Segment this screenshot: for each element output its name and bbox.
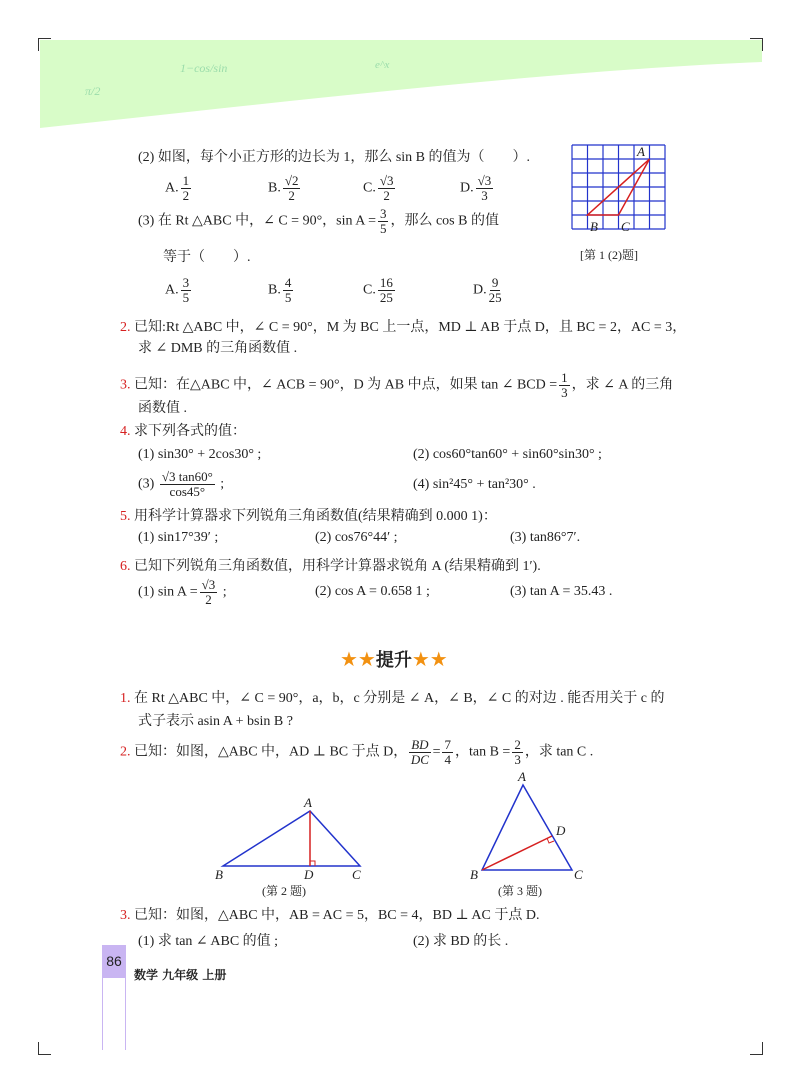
fig2-caption: (第 2 题) bbox=[262, 884, 306, 898]
grid-caption: [第 1 (2)题] bbox=[580, 248, 638, 262]
option-d: D. $\frac{9}{25}$ bbox=[473, 275, 502, 305]
question-6: 6. 已知下列锐角三角函数值，用科学计算器求锐角 A (结果精确到 1′). bbox=[120, 559, 541, 574]
svg-text:1−cos/sin: 1−cos/sin bbox=[180, 61, 228, 75]
fig2-label-b: B bbox=[215, 867, 223, 882]
question-3: 3. 已知：在△ABC 中，∠ ACB = 90°，D 为 AB 中点，如果 tan ∠ BCD = $\frac{1}{3}$ ，求 ∠ A 的三角 bbox=[120, 370, 674, 400]
fig3-caption: (第 3 题) bbox=[498, 884, 542, 898]
q5-item-1: (1) sin17°39′ ; bbox=[138, 530, 219, 545]
fig3-label-a: A bbox=[518, 769, 526, 784]
fig2-label-d: D bbox=[304, 867, 314, 882]
fig3-label-b: B bbox=[470, 867, 478, 882]
svg-text:e^x: e^x bbox=[375, 59, 390, 71]
q5-item-3: (3) tan86°7′. bbox=[510, 530, 581, 545]
option-c: C. $\frac{√3}{2}$ bbox=[363, 173, 394, 203]
fig2-label-a: A bbox=[304, 795, 312, 810]
header-band bbox=[0, 0, 800, 140]
q6-item-1: (1) sin A = $\frac{√3}{2}$ ; bbox=[138, 577, 227, 607]
svg-text:π/2: π/2 bbox=[85, 84, 101, 98]
question-4: 4. 求下列各式的值： bbox=[120, 424, 246, 439]
question-3-cont: 函数值 . bbox=[138, 401, 187, 416]
s3-part-2: (2) 求 BD 的长 . bbox=[413, 934, 509, 949]
question-2: 2. 已知:Rt △ABC 中，∠ C = 90°，M 为 BC 上一点，MD ⊥ AB 于点 D，且 BC = 2，AC = 3， bbox=[120, 320, 687, 335]
advanced-question-2: 2. 已知：如图，△ABC 中，AD ⊥ BC 于点 D， $\frac{BD}{DC}$ = $\frac{7}{4}$ ，tan B = $\frac{2}{3}$ ，求 tan C . bbox=[120, 737, 594, 767]
crop-mark bbox=[38, 1042, 51, 1055]
star-icon: ★★ bbox=[411, 649, 448, 671]
option-b: B. $\frac{√2}{2}$ bbox=[268, 173, 299, 203]
option-a: A. $\frac{1}{2}$ bbox=[165, 173, 190, 203]
advanced-question-1: 1. 在 Rt △ABC 中，∠ C = 90°，a，b，c 分别是 ∠ A，∠ B，∠ C 的对边 . 能否用关于 c 的 bbox=[120, 691, 665, 706]
question-1-3: (3) 在 Rt △ABC 中，∠ C = 90°，sin A = $\frac{3}{5}$ ，那么 cos B 的值 bbox=[138, 206, 499, 236]
q4-part-3: (3) $\frac{√3 \tan 60^\circ}{\cos 45^\circ}$ ; bbox=[138, 469, 225, 499]
s3-part-1: (1) 求 tan ∠ ABC 的值 ; bbox=[138, 934, 279, 949]
question-5: 5. 用科学计算器求下列锐角三角函数值(结果精确到 0.000 1)： bbox=[120, 509, 497, 524]
fig3-label-c: C bbox=[574, 867, 583, 882]
crop-mark bbox=[750, 1042, 763, 1055]
question-1-3-cont: 等于（ ）. bbox=[163, 250, 251, 265]
q5-item-2: (2) cos76°44′ ; bbox=[315, 530, 398, 545]
q6-item-2: (2) cos A = 0.658 1 ; bbox=[315, 584, 430, 599]
q4-part-1: (1) sin30° + 2cos30° ; bbox=[138, 447, 262, 462]
section-heading: ★★提升★★ bbox=[340, 649, 448, 671]
advanced-question-1-cont: 式子表示 asin A + bsin B ? bbox=[138, 714, 293, 729]
grid-figure bbox=[570, 143, 668, 231]
crop-mark bbox=[750, 38, 763, 51]
q6-item-3: (3) tan A = 35.43 . bbox=[510, 584, 613, 599]
advanced-question-3: 3. 已知：如图，△ABC 中，AB = AC = 5，BC = 4，BD ⊥ AC 于点 D. bbox=[120, 908, 540, 923]
option-a: A. $\frac{3}{5}$ bbox=[165, 275, 190, 305]
question-1-2: (2) 如图，每个小正方形的边长为 1，那么 sin B 的值为（ ）. bbox=[138, 150, 530, 165]
option-c: C. $\frac{16}{25}$ bbox=[363, 275, 393, 305]
point-label-b: B bbox=[590, 219, 598, 234]
q4-part-2: (2) cos60°tan60° + sin60°sin30° ; bbox=[413, 447, 602, 462]
crop-mark bbox=[38, 38, 51, 51]
option-b: B. $\frac{4}{5}$ bbox=[268, 275, 292, 305]
point-label-a: A bbox=[637, 144, 645, 159]
fig2-label-c: C bbox=[352, 867, 361, 882]
option-d: D. $\frac{√3}{3}$ bbox=[460, 173, 492, 203]
question-2-cont: 求 ∠ DMB 的三角函数值 . bbox=[138, 341, 298, 356]
fig3-label-d: D bbox=[556, 823, 566, 838]
book-title: 数学 九年级 上册 bbox=[134, 968, 227, 982]
point-label-c: C bbox=[621, 219, 630, 234]
star-icon: ★★ bbox=[340, 649, 376, 671]
q4-part-4: (4) sin²45° + tan²30° . bbox=[413, 477, 536, 492]
page-number: 86 bbox=[102, 945, 126, 978]
